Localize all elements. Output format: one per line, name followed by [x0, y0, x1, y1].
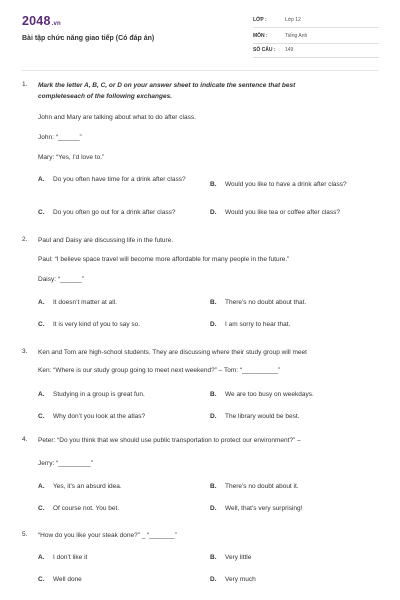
option-text: Would you like tea or coffee after class?	[225, 209, 341, 216]
dialogue-line: Ken: “Where is our study group going to meet next weekend?” – Tom: “__________”	[38, 367, 281, 374]
option-text: The library would be best.	[225, 413, 300, 420]
question-instruction: Mark the letter A, B, C, or D on your answer sheet to indicate the sentence that best	[38, 82, 296, 89]
option-letter: D.	[210, 576, 217, 583]
meta-class-label: LỚP :	[253, 17, 267, 23]
option-letter: D.	[210, 209, 217, 216]
meta-subject-value: Tiếng Anh	[285, 33, 308, 39]
option-text: It doesn’t matter at all.	[53, 299, 117, 306]
question-context: Ken and Tom are high-school students. They are discussing where their study group will meet	[38, 349, 307, 356]
dialogue-line: Mary: “Yes, I’d love to.”	[38, 154, 105, 161]
option-text: There’s no doubt about it.	[225, 483, 299, 490]
dialogue-line: Jerry: “_________”	[38, 460, 93, 467]
option-d[interactable]	[210, 412, 380, 421]
option-letter: D.	[210, 413, 217, 420]
option-text: Studying in a group is great fun.	[53, 391, 145, 398]
option-text: We are too busy on weekdays.	[225, 391, 314, 398]
question-number: 4.	[22, 436, 28, 443]
option-a[interactable]	[38, 390, 208, 399]
option-b[interactable]	[210, 482, 380, 491]
option-text: Yes, it’s an absurd idea.	[53, 483, 122, 490]
option-text: Do you often go out for a drink after class?	[53, 209, 176, 216]
option-letter: B.	[210, 554, 217, 561]
logo-main: 2048	[22, 14, 51, 28]
option-letter: A.	[38, 391, 45, 398]
option-text: Do you often have time for a drink after class?	[53, 176, 186, 183]
option-c[interactable]	[38, 320, 208, 329]
page-header	[0, 0, 400, 70]
option-letter: B.	[210, 181, 217, 188]
option-c[interactable]	[38, 412, 208, 421]
meta-count-row	[253, 44, 379, 58]
option-c[interactable]	[38, 575, 208, 584]
option-a[interactable]	[38, 482, 208, 491]
option-d[interactable]	[210, 208, 380, 217]
option-b[interactable]	[210, 180, 380, 189]
option-text: Well, that’s very surprising!	[225, 505, 303, 512]
meta-subject-label: MÔN :	[253, 33, 268, 39]
option-letter: A.	[38, 554, 45, 561]
question-number: 2.	[22, 236, 28, 243]
logo-suffix: .vn	[51, 21, 61, 27]
option-letter: A.	[38, 483, 45, 490]
option-a[interactable]	[38, 175, 196, 184]
option-a[interactable]	[38, 298, 208, 307]
meta-count-value: 149	[285, 47, 294, 53]
meta-class-row	[253, 14, 379, 28]
option-b[interactable]	[210, 390, 380, 399]
option-text: Well done	[53, 576, 82, 583]
option-letter: D.	[210, 321, 217, 328]
option-letter: B.	[210, 483, 217, 490]
question-context: Paul and Daisy are discussing life in the future.	[38, 237, 174, 244]
option-d[interactable]	[210, 575, 380, 584]
option-text: Of course not. You bet.	[53, 505, 120, 512]
option-letter: C.	[38, 576, 45, 583]
question-number: 1.	[22, 81, 28, 88]
dialogue-line: Paul: “I believe space travel will become more affordable for many people in the future.”	[38, 256, 290, 263]
option-letter: B.	[210, 391, 217, 398]
meta-count-label: SỐ CÂU :	[253, 47, 276, 53]
option-letter: C.	[38, 505, 45, 512]
question-instruction-cont: completeseach of the following exchanges.	[38, 93, 173, 100]
question-number: 3.	[22, 348, 28, 355]
option-text: I don’t like it	[53, 554, 88, 561]
option-letter: C.	[38, 321, 45, 328]
dialogue-line: Peter: “Do you think that we should use public transportation to protect our environment?” –	[38, 437, 301, 444]
option-letter: D.	[210, 505, 217, 512]
dialogue-line: “How do you like your steak done?” _ “_______”	[38, 532, 177, 539]
option-letter: A.	[38, 176, 45, 183]
option-letter: C.	[38, 413, 45, 420]
option-c[interactable]	[38, 208, 208, 217]
option-text: Very little	[225, 554, 252, 561]
option-b[interactable]	[210, 553, 380, 562]
dialogue-line: John: “______”	[38, 134, 82, 141]
option-text: Why don’t you look at the atlas?	[53, 413, 146, 420]
option-b[interactable]	[210, 298, 380, 307]
question-number: 5.	[22, 531, 28, 538]
option-d[interactable]	[210, 504, 380, 513]
option-text: It is very kind of you to say so.	[53, 321, 141, 328]
option-d[interactable]	[210, 320, 380, 329]
option-letter: B.	[210, 299, 217, 306]
option-text: There’s no doubt about that.	[225, 299, 307, 306]
header-divider	[22, 70, 378, 71]
question-context: John and Mary are talking about what to do after class.	[38, 114, 196, 121]
meta-subject-row	[253, 30, 379, 44]
meta-class-value: Lớp 12	[285, 17, 301, 23]
option-letter: A.	[38, 299, 45, 306]
option-text: Very much	[225, 576, 256, 583]
option-text: I am sorry to hear that.	[225, 321, 291, 328]
document-title: Bài tập chức năng giao tiếp (Có đáp án)	[22, 35, 155, 42]
option-text: Would you like to have a drink after class?	[225, 181, 347, 188]
dialogue-line: Daisy: “______”	[38, 276, 84, 283]
option-a[interactable]	[38, 553, 208, 562]
site-logo[interactable]	[22, 14, 61, 28]
option-letter: C.	[38, 209, 45, 216]
option-c[interactable]	[38, 504, 208, 513]
